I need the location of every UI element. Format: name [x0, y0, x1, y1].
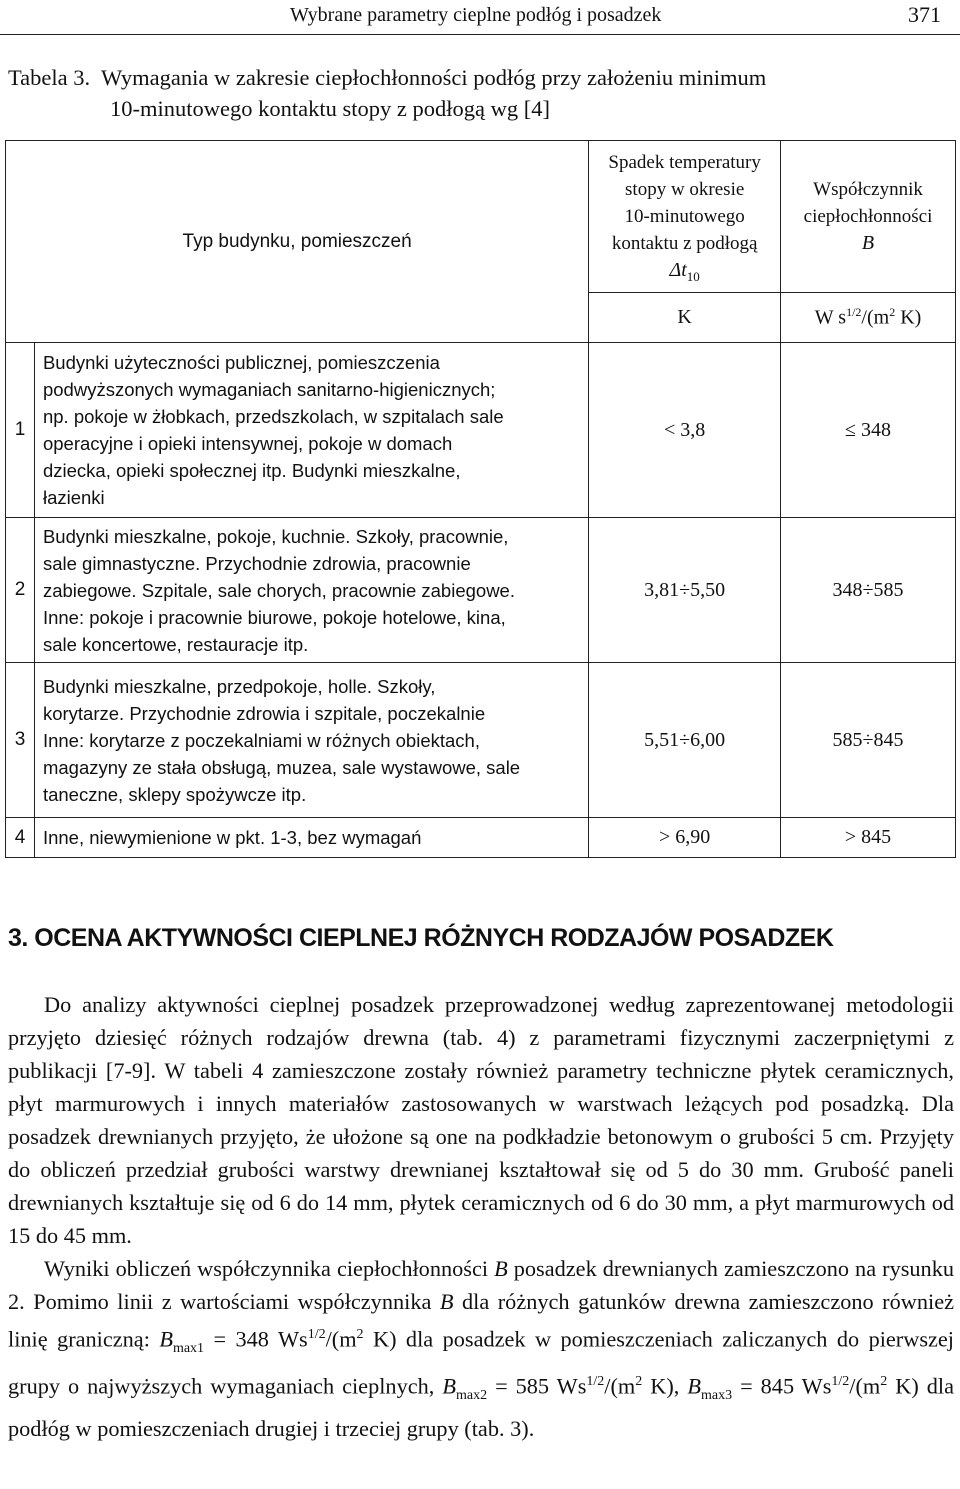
table-row	[6, 343, 956, 518]
row-number: 3	[6, 663, 35, 818]
row-temperature-drop: < 3,8	[589, 343, 781, 518]
table-row	[6, 518, 956, 663]
table-caption	[8, 62, 948, 124]
unit-b: W $s^{1/2}/(m^2$ K)	[781, 293, 956, 343]
unit-kelvin: K	[589, 293, 781, 343]
row-description: Budynki mieszkalne, przedpokoje, holle. Szkoły, korytarze. Przychodnie zdrowia i szpitale, poczekalnie Inne: korytarze z poczekalniami w różnych obiektach, magazyny ze stała obsługą, muzea, sale wystawowe, sale taneczne, sklepy spożywcze itp.	[34, 663, 588, 818]
row-temperature-drop: 3,81÷5,50	[589, 518, 781, 663]
row-coefficient-b: 585÷845	[781, 663, 956, 818]
section-heading: 3. OCENA AKTYWNOŚCI CIEPLNEJ RÓŻNYCH RODZAJÓW POSADZEK	[8, 924, 834, 952]
paragraph-2: Wyniki obliczeń współczynnika ciepłochłonności B posadzek drewnianych zamieszczono na rysunku 2. Pomimo linii z wartościami współczynnika B dla różnych gatunków drewna zamieszczono również linię graniczną: $B_{max1} = 348$ $Ws^{1/2}/(m^2$ K) dla posadzek w pomieszczeniach zaliczanych do pierwszej grupy o najwyższych wymaganiach cieplnych, $B_{max2} = 585$ $Ws^{1/2}/(m^2$ K), $B_{max3} = 845$ $Ws^{1/2}/(m^2$ K) dla podłóg w pomieszczeniach drugiej i trzeciej grupy (tab. 3).	[8, 1256, 955, 1441]
body-text	[8, 988, 954, 1445]
b-symbol: B	[861, 232, 875, 254]
caption-line1: Wymagania w zakresie ciepłochłonności podłóg przy założeniu minimum	[100, 65, 767, 90]
caption-line2: 10-minutowego kontaktu stopy z podłogą wg [4]	[110, 96, 550, 121]
row-number: 4	[6, 818, 35, 858]
table-row	[6, 818, 956, 858]
page-number: 371	[908, 2, 941, 27]
row-temperature-drop: > 6,90	[589, 818, 781, 858]
header-rule	[0, 34, 960, 35]
delta-t10-symbol: $\Delta t_{10}$	[669, 259, 700, 284]
requirements-table	[5, 140, 956, 858]
caption-label: Tabela 3.	[8, 65, 91, 90]
row-coefficient-b: > 845	[781, 818, 956, 858]
row-number: 1	[6, 343, 35, 518]
row-temperature-drop: 5,51÷6,00	[589, 663, 781, 818]
row-description: Inne, niewymienione w pkt. 1-3, bez wymagań	[34, 818, 588, 858]
row-number: 2	[6, 518, 35, 663]
row-description: Budynki użyteczności publicznej, pomieszczenia podwyższonych wymaganiach sanitarno-higienicznych; np. pokoje w żłobkach, przedszkolach, w szpitalach sale operacyjne i opieki intensywnej, pokoje w domach dziecka, opieki społecznej itp. Budynki mieszkalne, łazienki	[34, 343, 588, 518]
table-row	[6, 663, 956, 818]
paragraph-1: Do analizy aktywności cieplnej posadzek przeprowadzonej według zaprezentowanej metodologii przyjęto dziesięć różnych rodzajów drewna (tab. 4) z parametrami fizycznymi zaczerpniętymi z publikacji [7-9]. W tabeli 4 zamieszczone zostały również parametry techniczne płytek ceramicznych, płyt marmurowych i innych materiałów zastosowanych w warstwach leżących pod posadzką. Dla posadzek drewnianych przyjęto, że ułożone są one na podkładzie betonowym o grubości 5 cm. Przyjęty do obliczeń przedział grubości warstwy drewnianej kształtował się od 5 do 30 mm. Grubość paneli drewnianych kształtuje się od 6 do 14 mm, płytek ceramicznych od 6 do 30 mm, a płyt marmurowych od 15 do 45 mm.	[8, 992, 954, 1248]
row-coefficient-b: ≤ 348	[781, 343, 956, 518]
header-coefficient-b: Współczynnik ciepłochłonności B	[781, 141, 956, 293]
running-head-title: Wybrane parametry cieplne podłóg i posadzek	[290, 4, 662, 26]
row-description: Budynki mieszkalne, pokoje, kuchnie. Szkoły, pracownie, sale gimnastyczne. Przychodnie zdrowia, pracownie zabiegowe. Szpitale, sale chorych, pracownie zabiegowe. Inne: pokoje i pracownie biurowe, pokoje hotelowe, kina, sale koncertowe, restauracje itp.	[34, 518, 588, 663]
header-temperature-drop: Spadek temperatury stopy w okresie 10-minutowego kontaktu z podłogą $\Delta t_{10}$	[589, 141, 781, 293]
running-head	[0, 0, 960, 36]
header-building-type: Typ budynku, pomieszczeń	[6, 141, 589, 343]
row-coefficient-b: 348÷585	[781, 518, 956, 663]
table-header-row	[6, 141, 956, 293]
